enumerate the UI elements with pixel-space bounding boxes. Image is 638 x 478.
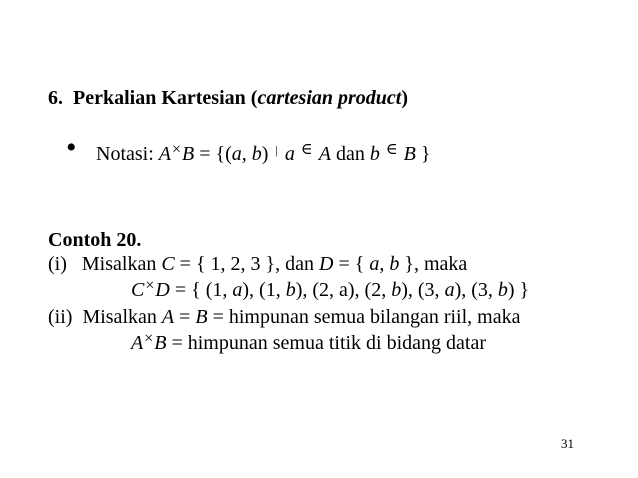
example-line-4 (131, 331, 486, 357)
heading-text: Perkalian Kartesian (73, 87, 246, 109)
cross-product-icon: × (145, 277, 155, 294)
set-c: C (131, 279, 145, 301)
text: ), (3, (401, 279, 440, 301)
element-of-icon: ∈ (385, 141, 398, 158)
roman-i: (i) (48, 253, 67, 275)
heading-open-paren: ( (250, 87, 258, 109)
text: = himpunan semua titik di bidang datar (171, 332, 487, 354)
example-line-3 (48, 305, 520, 329)
notation-comma: , (241, 143, 247, 165)
cross-product-icon: × (172, 141, 182, 158)
text: = { (1, (174, 279, 228, 301)
text: = himpunan semua bilangan riil, maka (212, 306, 521, 328)
text: Misalkan (81, 253, 157, 275)
var-a: a (232, 279, 243, 301)
text: = { 1, 2, 3 }, dan (179, 253, 315, 275)
roman-ii: (ii) (48, 306, 73, 328)
heading-italic: cartesian product (257, 87, 402, 109)
text: ), (1, (242, 279, 281, 301)
text: , (379, 253, 385, 275)
var-b: b (285, 279, 296, 301)
cross-product-icon: × (144, 330, 154, 347)
set-a: A (161, 306, 175, 328)
notation-close-brace: } (420, 143, 431, 165)
text: ), (3, (454, 279, 493, 301)
set-c: C (161, 253, 175, 275)
var-b: b (497, 279, 508, 301)
cond-a-set: A (318, 143, 331, 165)
bullet-marker: • (66, 131, 77, 164)
notation-line (96, 142, 431, 168)
page-number: 31 (561, 436, 574, 451)
notation-var-a: a (231, 143, 242, 165)
heading-number: 6. (48, 87, 63, 109)
var-a: a (444, 279, 455, 301)
notation-close-pair: ) (261, 143, 269, 165)
cond-b-set: B (403, 143, 416, 165)
cond-b: b (369, 143, 380, 165)
conjunction-dan: dan (335, 143, 365, 165)
notation-var-b: b (251, 143, 262, 165)
text: Misalkan (82, 306, 157, 328)
var-a: a (369, 253, 380, 275)
such-that-bar: | (275, 143, 278, 157)
text: ) } (507, 279, 530, 301)
element-of-icon: ∈ (300, 141, 313, 158)
notation-set-a: A (158, 143, 171, 165)
notation-eq: = {( (199, 143, 232, 165)
text: }, maka (404, 253, 468, 275)
set-b: B (154, 332, 167, 354)
example-title: Contoh 20. (48, 229, 142, 251)
set-d: D (155, 279, 170, 301)
var-b: b (391, 279, 402, 301)
set-d: D (319, 253, 334, 275)
cond-a: a (284, 143, 295, 165)
text: = { (338, 253, 365, 275)
text: ), (2, a), (2, (295, 279, 387, 301)
section-heading (48, 86, 408, 110)
heading-close-paren: ) (401, 87, 409, 109)
notation-label: Notasi: (96, 143, 154, 165)
text: = (179, 306, 191, 328)
notation-set-b: B (182, 143, 195, 165)
example-line-2 (131, 278, 529, 304)
set-a: A (131, 332, 144, 354)
set-b: B (195, 306, 208, 328)
var-b: b (389, 253, 400, 275)
example-line-1 (48, 252, 467, 276)
